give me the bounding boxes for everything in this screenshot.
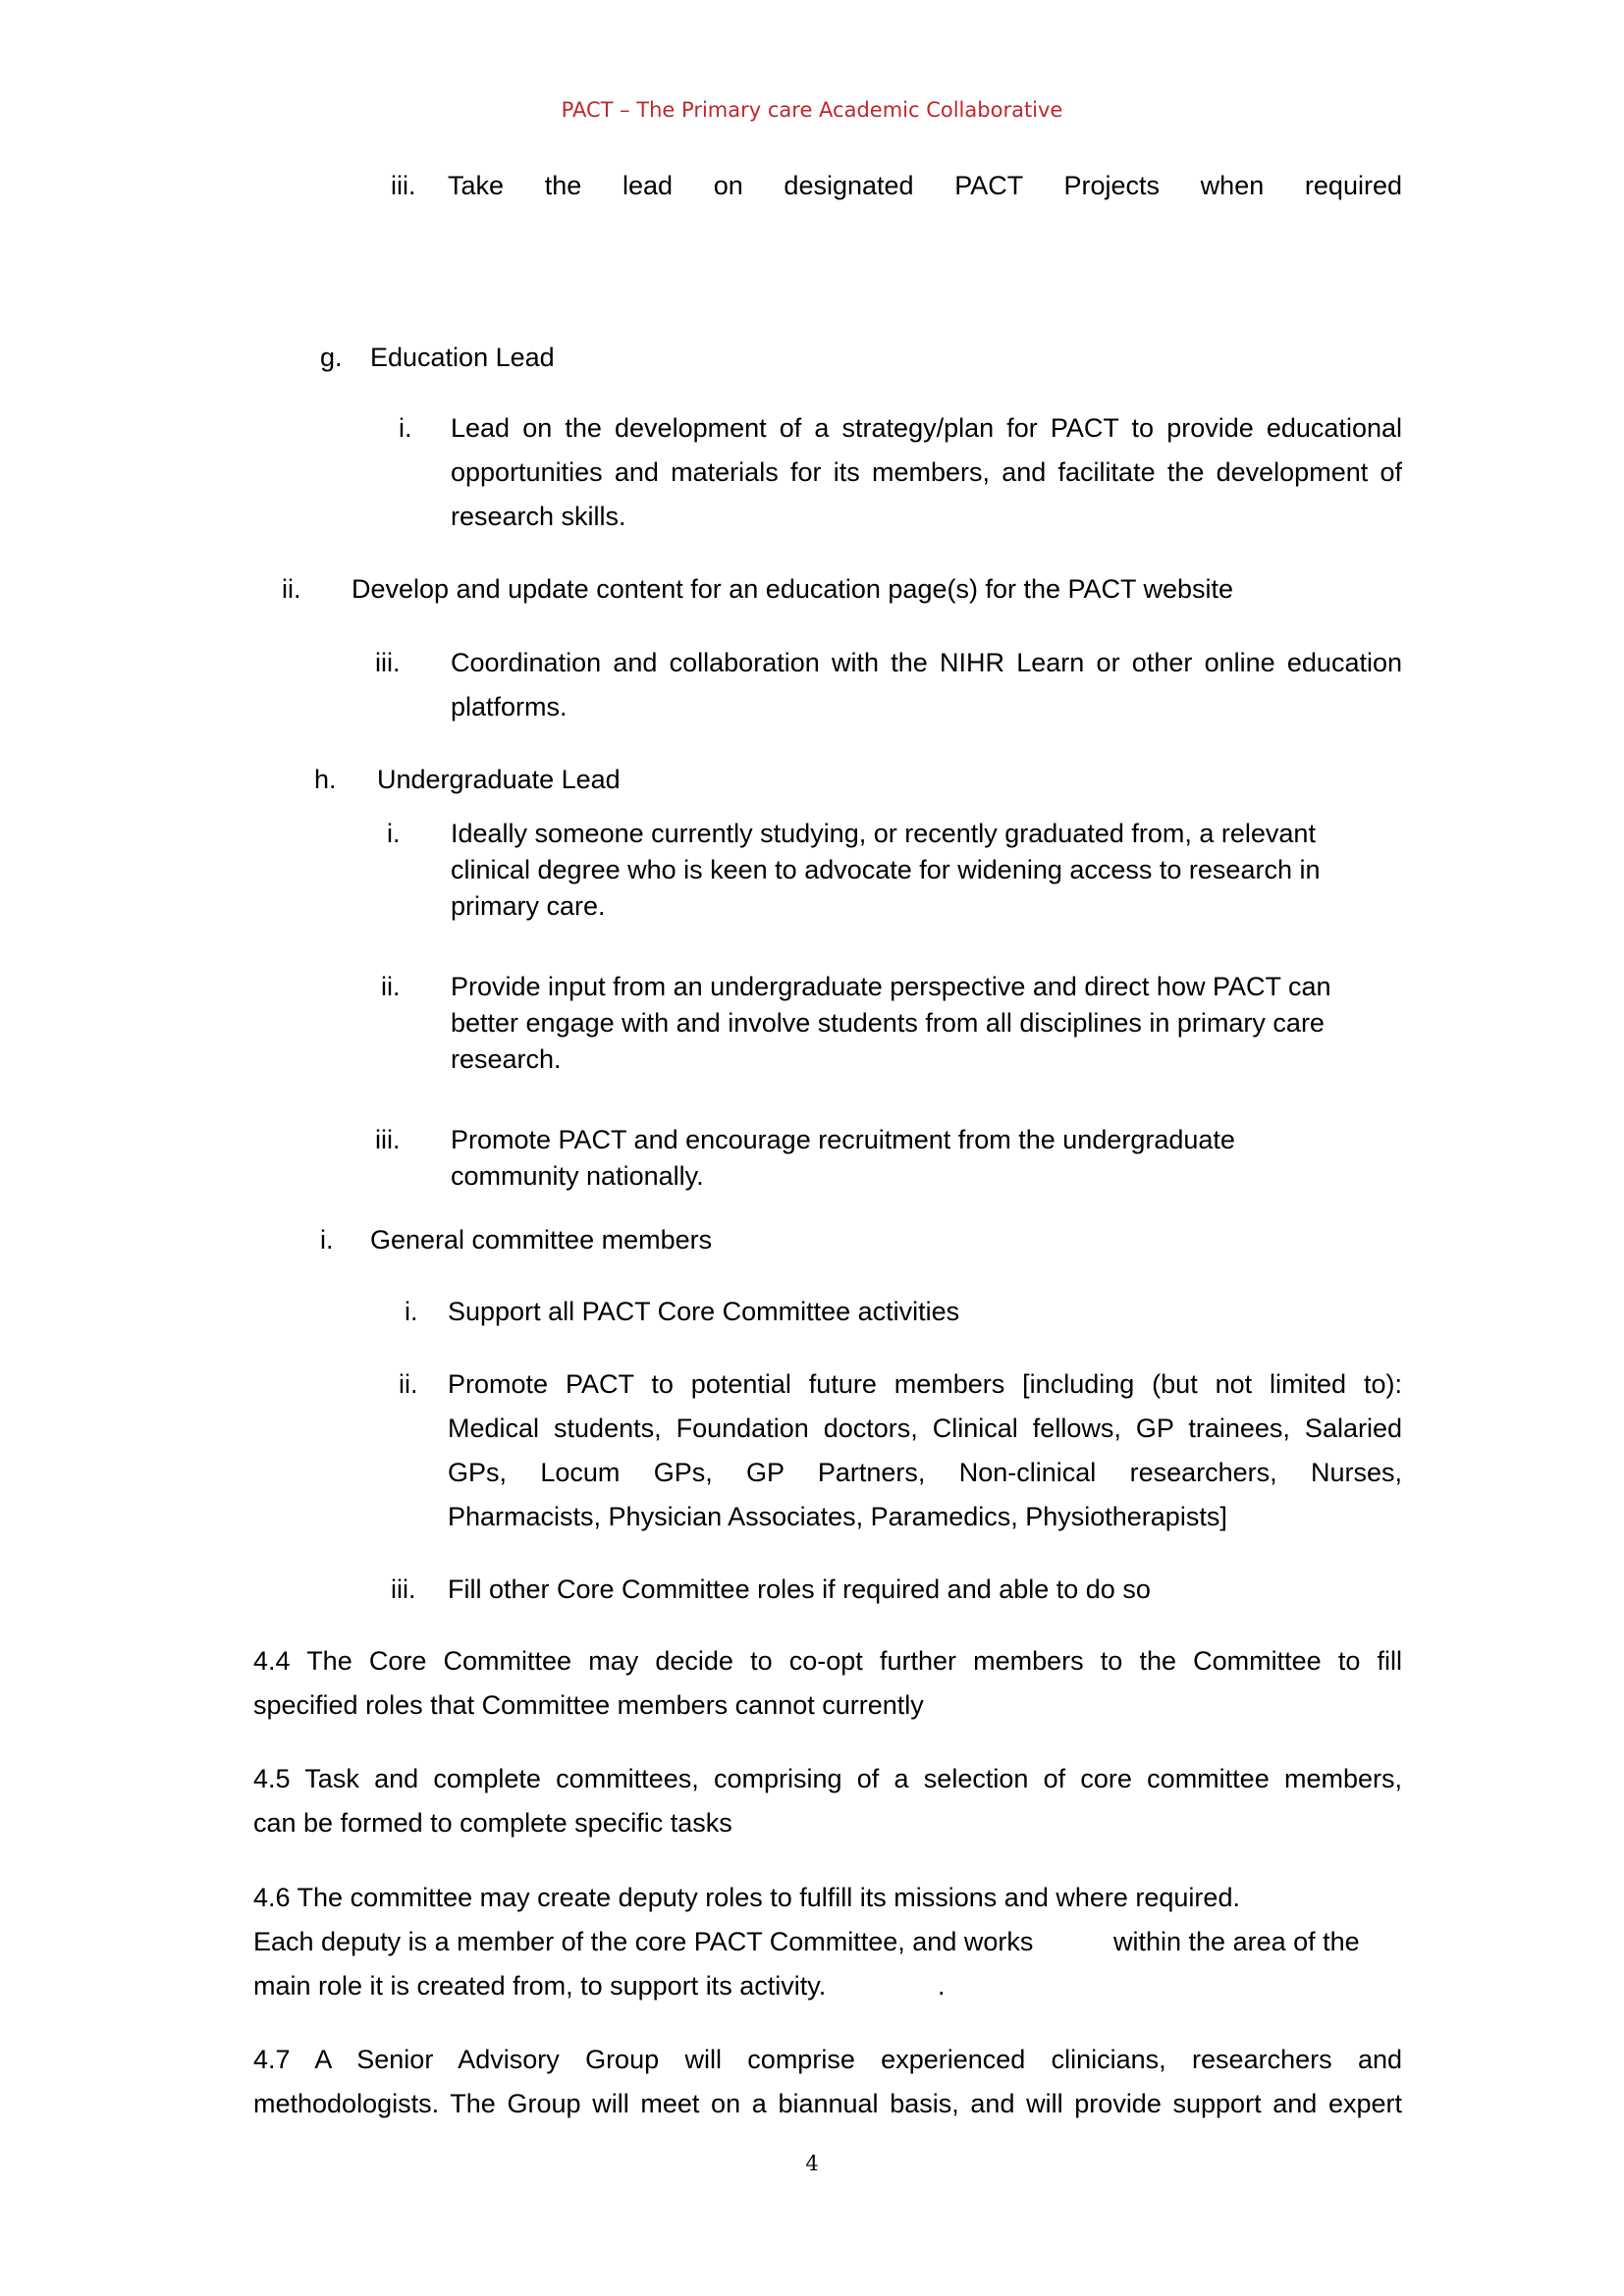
paragraph-line: 4.5 Task and complete committees, comprising of a selection of core committee members, (253, 1764, 1402, 1793)
paragraph-line: . (938, 1971, 946, 2001)
paragraph-line: 4.6 The committee may create deputy roles to fulfill its missions and where required. (253, 1883, 1240, 1912)
list-item-line: Lead on the development of a strategy/plan for PACT to provide educational (451, 413, 1402, 443)
list-item-line: research skills. (451, 502, 626, 531)
list-number: i. (405, 1297, 418, 1326)
list-number: iii. (391, 171, 416, 200)
paragraph-line: methodologists. The Group will meet on a biannual basis, and will provide support and expert (253, 2089, 1402, 2118)
paragraph-line: specified roles that Committee members cannot currently (253, 1690, 924, 1720)
list-item-line: GPs, Locum GPs, GP Partners, Non-clinical researchers, Nurses, (448, 1458, 1402, 1487)
list-item-line: Provide input from an undergraduate perspective and direct how PACT can (451, 972, 1331, 1001)
list-item-line: platforms. (451, 692, 568, 721)
paragraph-line: 4.4 The Core Committee may decide to co-opt further members to the Committee to fill (253, 1646, 1402, 1676)
list-item-line: Promote PACT to potential future members [including (but not limited to): (448, 1369, 1402, 1399)
list-item-line: Ideally someone currently studying, or recently graduated from, a relevant (451, 819, 1316, 848)
list-item-line: clinical degree who is keen to advocate for widening access to research in (451, 855, 1321, 884)
list-number: iii. (375, 648, 401, 677)
list-item-text: Fill other Core Committee roles if required and able to do so (448, 1575, 1151, 1604)
list-item-line: research. (451, 1044, 562, 1074)
list-item-line: Promote PACT and encourage recruitment from the undergraduate (451, 1125, 1235, 1154)
list-number: ii. (381, 972, 401, 1001)
list-item-line: opportunities and materials for its members, and facilitate the development of (451, 457, 1402, 487)
section-letter: h. (314, 765, 337, 794)
list-item-line: primary care. (451, 891, 606, 921)
list-number: iii. (391, 1575, 416, 1604)
section-letter: i. (320, 1225, 334, 1255)
page-number: 4 (805, 2152, 819, 2175)
paragraph-line: main role it is created from, to support its activity. (253, 1971, 827, 2001)
section-letter: g. (320, 343, 343, 372)
paragraph-line: Each deputy is a member of the core PACT Committee, and works (253, 1927, 1034, 1956)
paragraph-line: can be formed to complete specific tasks (253, 1808, 732, 1838)
page-header: PACT – The Primary care Academic Collaborative (561, 98, 1063, 122)
section-title: Undergraduate Lead (377, 765, 621, 794)
list-number: i. (399, 413, 412, 443)
paragraph-line: within the area of the (1113, 1927, 1360, 1956)
list-item-line: Coordination and collaboration with the NIHR Learn or other online education (451, 648, 1402, 677)
list-item-line: Pharmacists, Physician Associates, Paramedics, Physiotherapists] (448, 1502, 1227, 1531)
list-item-text: Take the lead on designated PACT Projects when required (448, 171, 1402, 200)
list-item-line: community nationally. (451, 1161, 704, 1191)
list-number: ii. (282, 574, 301, 604)
section-title: General committee members (370, 1225, 713, 1255)
list-item-line: better engage with and involve students from all disciplines in primary care (451, 1008, 1325, 1038)
list-item-text: Develop and update content for an education page(s) for the PACT website (352, 574, 1234, 604)
list-item-text: Support all PACT Core Committee activities (448, 1297, 960, 1326)
section-title: Education Lead (370, 343, 555, 372)
list-number: iii. (375, 1125, 401, 1154)
list-number: ii. (399, 1369, 418, 1399)
list-item-line: Medical students, Foundation doctors, Clinical fellows, GP trainees, Salaried (448, 1414, 1402, 1443)
paragraph-line: 4.7 A Senior Advisory Group will comprise experienced clinicians, researchers and (253, 2045, 1402, 2074)
list-number: i. (387, 819, 401, 848)
